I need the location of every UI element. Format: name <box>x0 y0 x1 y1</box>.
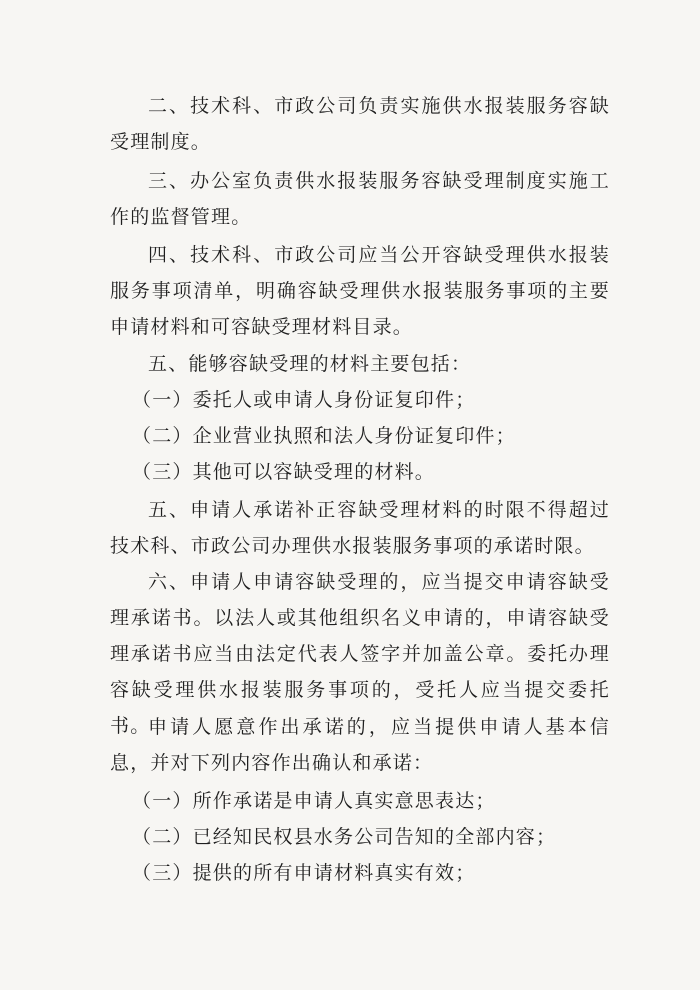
paragraph-applicant-commitment: 申请人愿意作出承诺的，应当提供申请人基本信息，并对下列内容作出确认和承诺： <box>110 716 610 774</box>
paragraph-tech-dept-responsibility: 二、技术科、市政公司负责实施供水报装服务容缺受理制度。 <box>110 95 610 153</box>
commitment-item-2: （二）已经知民权县水务公司告知的全部内容； <box>132 826 557 848</box>
commitment-item-3: （三）提供的所有申请材料真实有效； <box>132 862 476 884</box>
paragraph-materials-heading: 五、能够容缺受理的材料主要包括： <box>148 353 472 375</box>
materials-item-3: （三）其他可以容缺受理的材料。 <box>132 461 436 483</box>
paragraph-public-list: 四、技术科、市政公司应当公开容缺受理供水报装服务事项清单，明确容缺受理供水报装服务事项的主要申请材料和可容缺受理材料目录。 <box>110 244 610 338</box>
commitment-item-1: （一）所作承诺是申请人真实意思表达； <box>132 790 496 812</box>
materials-item-1: （一）委托人或申请人身份证复印件； <box>132 389 476 411</box>
paragraph-commitment-letter: 六、申请人申请容缺受理的，应当提交申请容缺受理承诺书。以法人或其他组织名义申请的，申请容缺受理承诺书应当由法定代表人签字并加盖公章。委托办理容缺受理供水报装服务事项的，受托人应当提交委托书。 <box>110 571 610 737</box>
materials-item-2: （二）企业营业执照和法人身份证复印件； <box>132 425 516 447</box>
paragraph-supplement-deadline: 五、申请人承诺补正容缺受理材料的时限不得超过技术科、市政公司办理供水报装服务事项的承诺时限。 <box>110 499 610 557</box>
paragraph-office-supervision: 三、办公室负责供水报装服务容缺受理制度实施工作的监督管理。 <box>110 170 610 228</box>
